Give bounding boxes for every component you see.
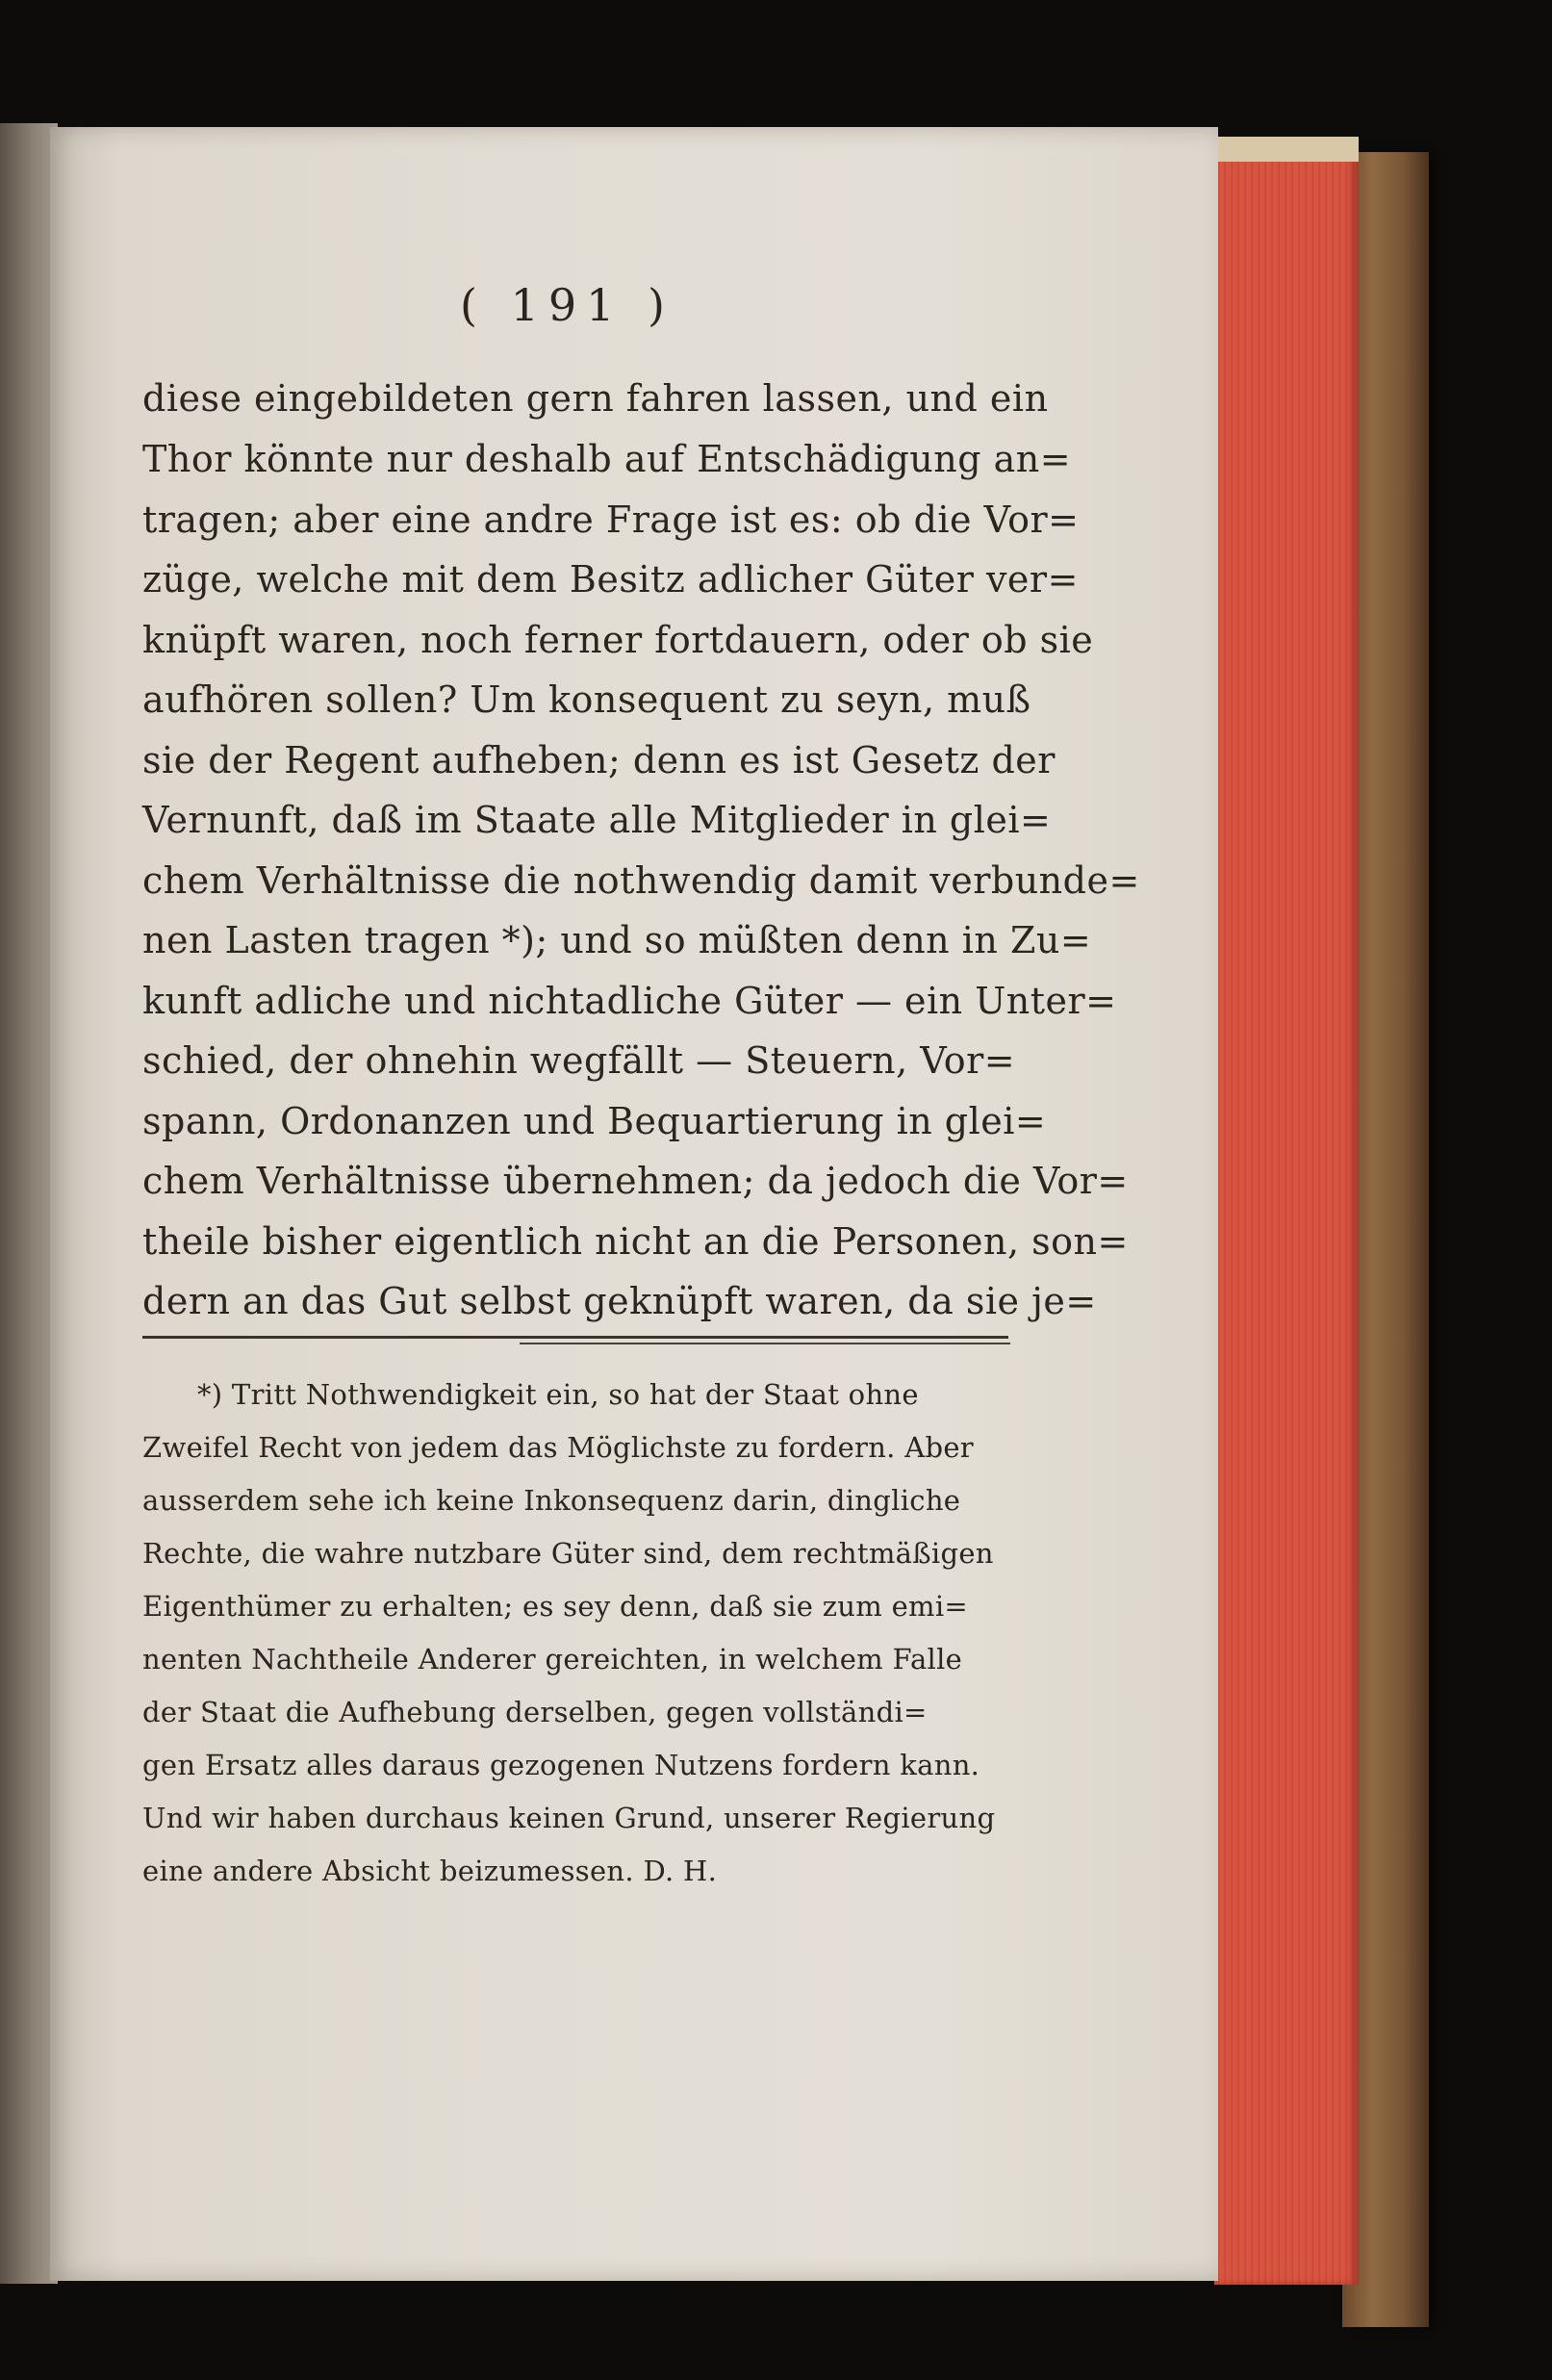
body-line: spann, Ordonanzen und Bequartierung in glei= — [142, 1100, 1047, 1142]
body-line: sie der Regent aufheben; denn es ist Gesetz der — [142, 739, 1056, 781]
footnote-line: der Staat die Aufhebung derselben, gegen vollständi= — [142, 1696, 928, 1728]
body-line: züge, welche mit dem Besitz adlicher Güter ver= — [142, 558, 1079, 601]
footnote-line: Und wir haben durchaus keinen Grund, unserer Regierung — [142, 1802, 996, 1834]
footnote-line: ausserdem sehe ich keine Inkonsequenz darin, dingliche — [142, 1484, 961, 1517]
body-line: theile bisher eigentlich nicht an die Personen, son= — [142, 1220, 1129, 1263]
page-number: ( 191 ) — [460, 279, 674, 331]
footnote-line: Rechte, die wahre nutzbare Güter sind, dem rechtmäßigen — [142, 1537, 994, 1570]
body-line: Vernunft, daß im Staate alle Mitglieder in glei= — [142, 799, 1052, 841]
footnote-rule — [142, 1336, 1008, 1339]
page-edges — [1214, 137, 1359, 2285]
body-line: schied, der ohnehin wegfällt — Steuern, Vor= — [142, 1039, 1016, 1082]
footnote-line: eine andere Absicht beizumessen. D. H. — [142, 1855, 718, 1887]
footnote-line: Eigenthümer zu erhalten; es sey denn, daß sie zum emi= — [142, 1590, 969, 1623]
body-line: aufhören sollen? Um konsequent zu seyn, muß — [142, 678, 1031, 721]
body-line: chem Verhältnisse die nothwendig damit verbunde= — [142, 859, 1140, 902]
footnote-line: nenten Nachtheile Anderer gereichten, in welchem Falle — [142, 1643, 963, 1676]
page-edges-top — [1214, 137, 1359, 162]
body-line: tragen; aber eine andre Frage ist es: ob die Vor= — [142, 499, 1080, 541]
footnote-line: *) Tritt Nothwendigkeit ein, so hat der Staat ohne — [197, 1378, 919, 1411]
body-line: dern an das Gut selbst geknüpft waren, da sie je= — [142, 1280, 1097, 1322]
footnote-rule-secondary — [520, 1343, 1010, 1344]
body-line: Thor könnte nur deshalb auf Entschädigung an= — [142, 438, 1072, 480]
facing-page-edge — [0, 123, 58, 2284]
body-line: chem Verhältnisse übernehmen; da jedoch die Vor= — [142, 1160, 1129, 1202]
body-line: nen Lasten tragen *); und so müßten denn in Zu= — [142, 919, 1092, 961]
footnote-line: Zweifel Recht von jedem das Möglichste zu fordern. Aber — [142, 1431, 974, 1464]
body-line: knüpft waren, noch ferner fortdauern, oder ob sie — [142, 619, 1094, 661]
body-line: diese eingebildeten gern fahren lassen, und ein — [142, 377, 1049, 420]
footnote-line: gen Ersatz alles daraus gezogenen Nutzens fordern kann. — [142, 1749, 980, 1781]
body-line: kunft adliche und nichtadliche Güter — ein Unter= — [142, 980, 1117, 1022]
